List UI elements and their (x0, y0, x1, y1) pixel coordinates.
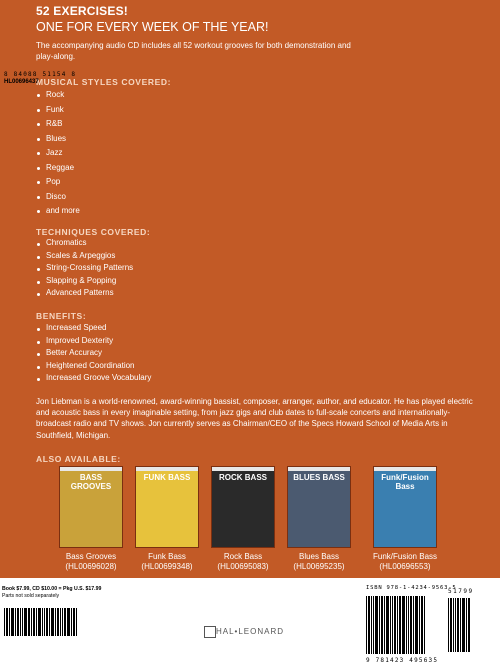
cover-band (288, 467, 350, 471)
list-item: Scales & Arpeggios (46, 250, 133, 263)
list-item: Advanced Patterns (46, 287, 133, 300)
headline: 52 EXERCISES! (36, 4, 128, 18)
intro-text: The accompanying audio CD includes all 52 workout grooves for both demonstration and play-along. (36, 41, 351, 61)
book-name: Blues Bass (298, 552, 340, 561)
cover-band (212, 467, 274, 471)
product-code: HL00696437 (4, 79, 39, 85)
book-code: (HL00696028) (65, 562, 117, 571)
book-code: (HL00695235) (293, 562, 345, 571)
author-bio: Jon Liebman is a world-renowned, award-winning bassist, composer, arranger, author, and educator. He has played electric and acoustic bass in every imaginable setting, from jazz gigs and club dates to full-scale concerts and internationally-broadcast radio and TV shows. Jon currently serves as Chairman/CEO of the Specs Howard School of Media Arts in Southfield, Michigan. (36, 397, 473, 440)
cover-title: FUNK BASS (143, 473, 191, 482)
techniques-list (46, 237, 133, 300)
cover-title: BASS GROOVES (70, 473, 112, 491)
cover-band (136, 467, 198, 471)
book-cover-image (373, 466, 437, 548)
list-item: R&B (46, 117, 80, 132)
book-name: Bass Grooves (65, 552, 117, 561)
list-item: Pop (46, 175, 80, 190)
list-item: Increased Speed (46, 322, 151, 335)
cover-title: Funk/Fusion Bass (381, 473, 429, 491)
book-cover-image (211, 466, 275, 548)
styles-section-title: MUSICAL STYLES COVERED: (36, 77, 172, 87)
list-item: Reggae (46, 161, 80, 176)
book-item[interactable] (360, 466, 450, 572)
book-item[interactable] (132, 466, 202, 572)
book-item[interactable] (284, 466, 354, 572)
list-item: Jazz (46, 146, 80, 161)
cover-band (374, 467, 436, 471)
benefits-section-title: BENEFITS: (36, 311, 87, 321)
list-item: Blues (46, 132, 80, 147)
book-cover-image (59, 466, 123, 548)
price-line: Book $7.99, CD $10.00 = Pkg U.S. $17.99 (2, 586, 102, 592)
subhead: ONE FOR EVERY WEEK OF THE YEAR! (36, 20, 269, 34)
left-barcode-digits: 8 84088 51154 8 (4, 71, 77, 78)
list-item: Slapping & Popping (46, 275, 133, 288)
book-name: Rock Bass (223, 552, 263, 561)
list-item: Chromatics (46, 237, 133, 250)
right-barcode (366, 596, 426, 654)
cover-title: BLUES BASS (293, 473, 345, 482)
list-item: Improved Dexterity (46, 335, 151, 348)
book-item[interactable] (208, 466, 278, 572)
list-item: Better Accuracy (46, 347, 151, 360)
list-item: Disco (46, 190, 80, 205)
book-name: Funk/Fusion Bass (372, 552, 438, 561)
list-item: Rock (46, 88, 80, 103)
techniques-section-title: TECHNIQUES COVERED: (36, 227, 151, 237)
list-item: and more (46, 204, 80, 219)
book-cover-image (135, 466, 199, 548)
book-item[interactable] (56, 466, 126, 572)
cover-band (60, 467, 122, 471)
book-code: (HL00695083) (217, 562, 269, 571)
add-on-barcode (448, 598, 471, 652)
list-item: Heightened Coordination (46, 360, 151, 373)
cover-title: ROCK BASS (218, 473, 267, 482)
list-item: Increased Groove Vocabulary (46, 372, 151, 385)
add-on-code: 51799 (448, 588, 474, 595)
right-barcode-digits: 9 781423 495635 (366, 657, 439, 664)
benefits-list (46, 322, 151, 385)
book-cover-image (287, 466, 351, 548)
also-available-books (56, 466, 476, 578)
price-box (2, 586, 124, 600)
left-barcode (4, 608, 78, 636)
publisher-name: HAL•LEONARD (215, 627, 285, 636)
book-code: (HL00699348) (141, 562, 193, 571)
also-available-title: ALSO AVAILABLE: (36, 454, 121, 464)
isbn: ISBN 978-1-4234-9563-5 (366, 585, 457, 591)
styles-list (46, 88, 80, 219)
book-code: (HL00696553) (379, 562, 431, 571)
list-item: Funk (46, 103, 80, 118)
book-name: Funk Bass (148, 552, 186, 561)
list-item: String-Crossing Patterns (46, 262, 133, 275)
price-note: Parts not sold separately (2, 593, 60, 599)
